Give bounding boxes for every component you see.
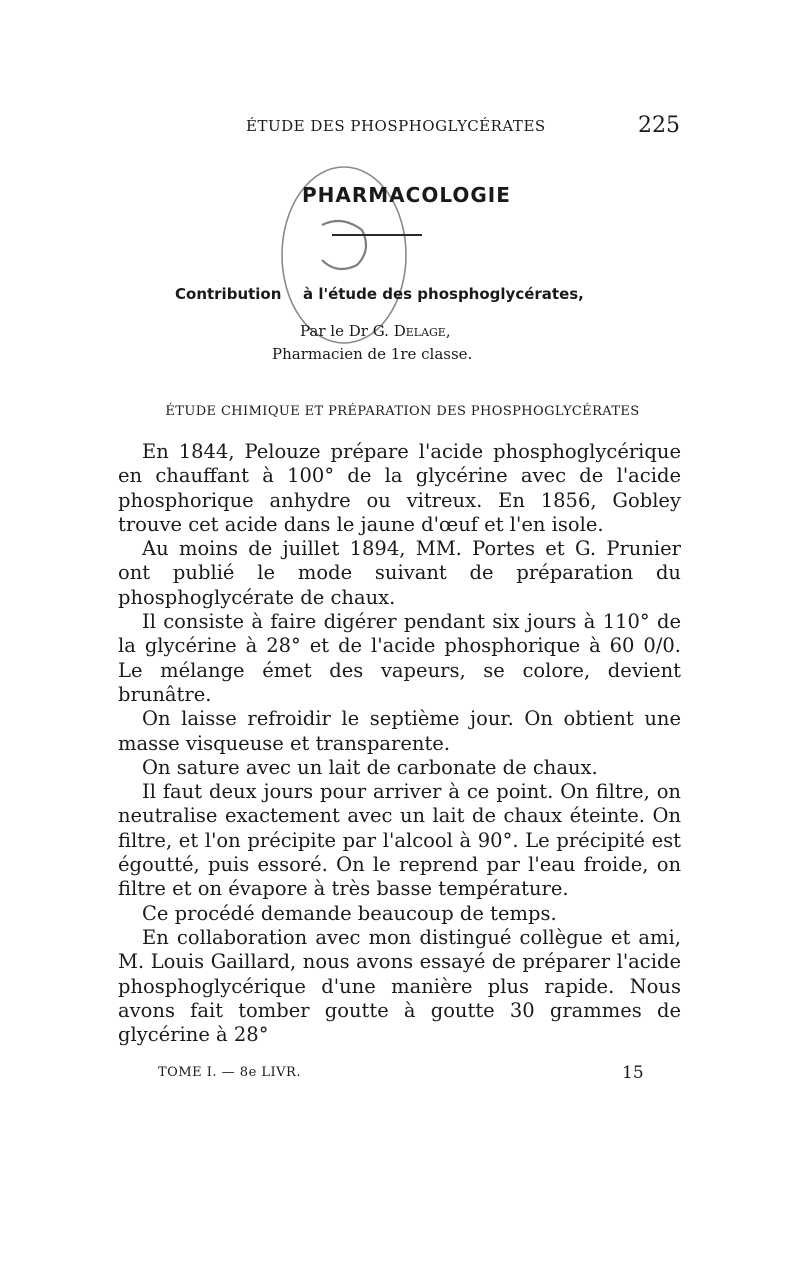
paragraph: Il faut deux jours pour arriver à ce point. On filtre, on neutralise exactement avec un lait de chaux éteinte. On filtre, et l'on précipite par l'alcool à 90°. Le précipité est égoutté, puis essoré. On le reprend par l'eau froide, on filtre et on évapore à très basse température. [118, 780, 681, 901]
page-number: 225 [638, 113, 680, 138]
paragraph: En collaboration avec mon distingué collègue et ami, M. Louis Gaillard, nous avons essayé de préparer l'acide phosphoglycérique d'une manière plus rapide. Nous avons fait tomber goutte à goutte 30 grammes de glycérine à 28° [118, 925, 681, 1047]
author-prefix: Par le Dr G. [300, 322, 389, 340]
footer-number: 15 [622, 1063, 644, 1083]
running-title: ÉTUDE DES PHOSPHOGLYCÉRATES [246, 117, 546, 135]
paragraph: Au moins de juillet 1894, MM. Portes et G. Prunier ont publié le mode suivant de préparation du phosphoglycérate de chaux. [118, 537, 681, 609]
article-title-part1: Contribution [175, 285, 282, 303]
paragraph: On laisse refroidir le septième jour. On obtient une masse visqueuse et transparente. [118, 707, 681, 755]
author-affiliation: Pharmacien de 1re classe. [272, 345, 473, 363]
article-title-part2: à l'étude des phosphoglycérates, [303, 285, 584, 303]
author-name: Delage, [393, 322, 451, 340]
page-header [120, 113, 680, 143]
paragraph: Ce procédé demande beaucoup de temps. [142, 901, 557, 925]
paragraph: Il consiste à faire digérer pendant six jours à 110° de la glycérine à 28° et de l'acide phosphorique à 60 0/0. Le mélange émet des vapeurs, se colore, devient brunâtre. [118, 610, 681, 706]
paragraph: On sature avec un lait de carbonate de chaux. [142, 755, 598, 779]
paragraph: En 1844, Pelouze prépare l'acide phosphoglycérique en chauffant à 100° de la glycérine avec de l'acide phosphorique anhydre ou vitreux. En 1856, Gobley trouve cet acide dans le jaune d'œuf et l'en isole. [118, 440, 681, 536]
article-author [300, 322, 451, 340]
stamp-label: PHARMACOLOGIE [302, 183, 511, 207]
body-text [118, 440, 681, 1047]
page-footer [158, 1065, 658, 1089]
section-heading: ÉTUDE CHIMIQUE ET PRÉPARATION DES PHOSPHOGLYCÉRATES [165, 404, 640, 419]
footer-signature: TOME I. — 8e LIVR. [158, 1065, 301, 1080]
